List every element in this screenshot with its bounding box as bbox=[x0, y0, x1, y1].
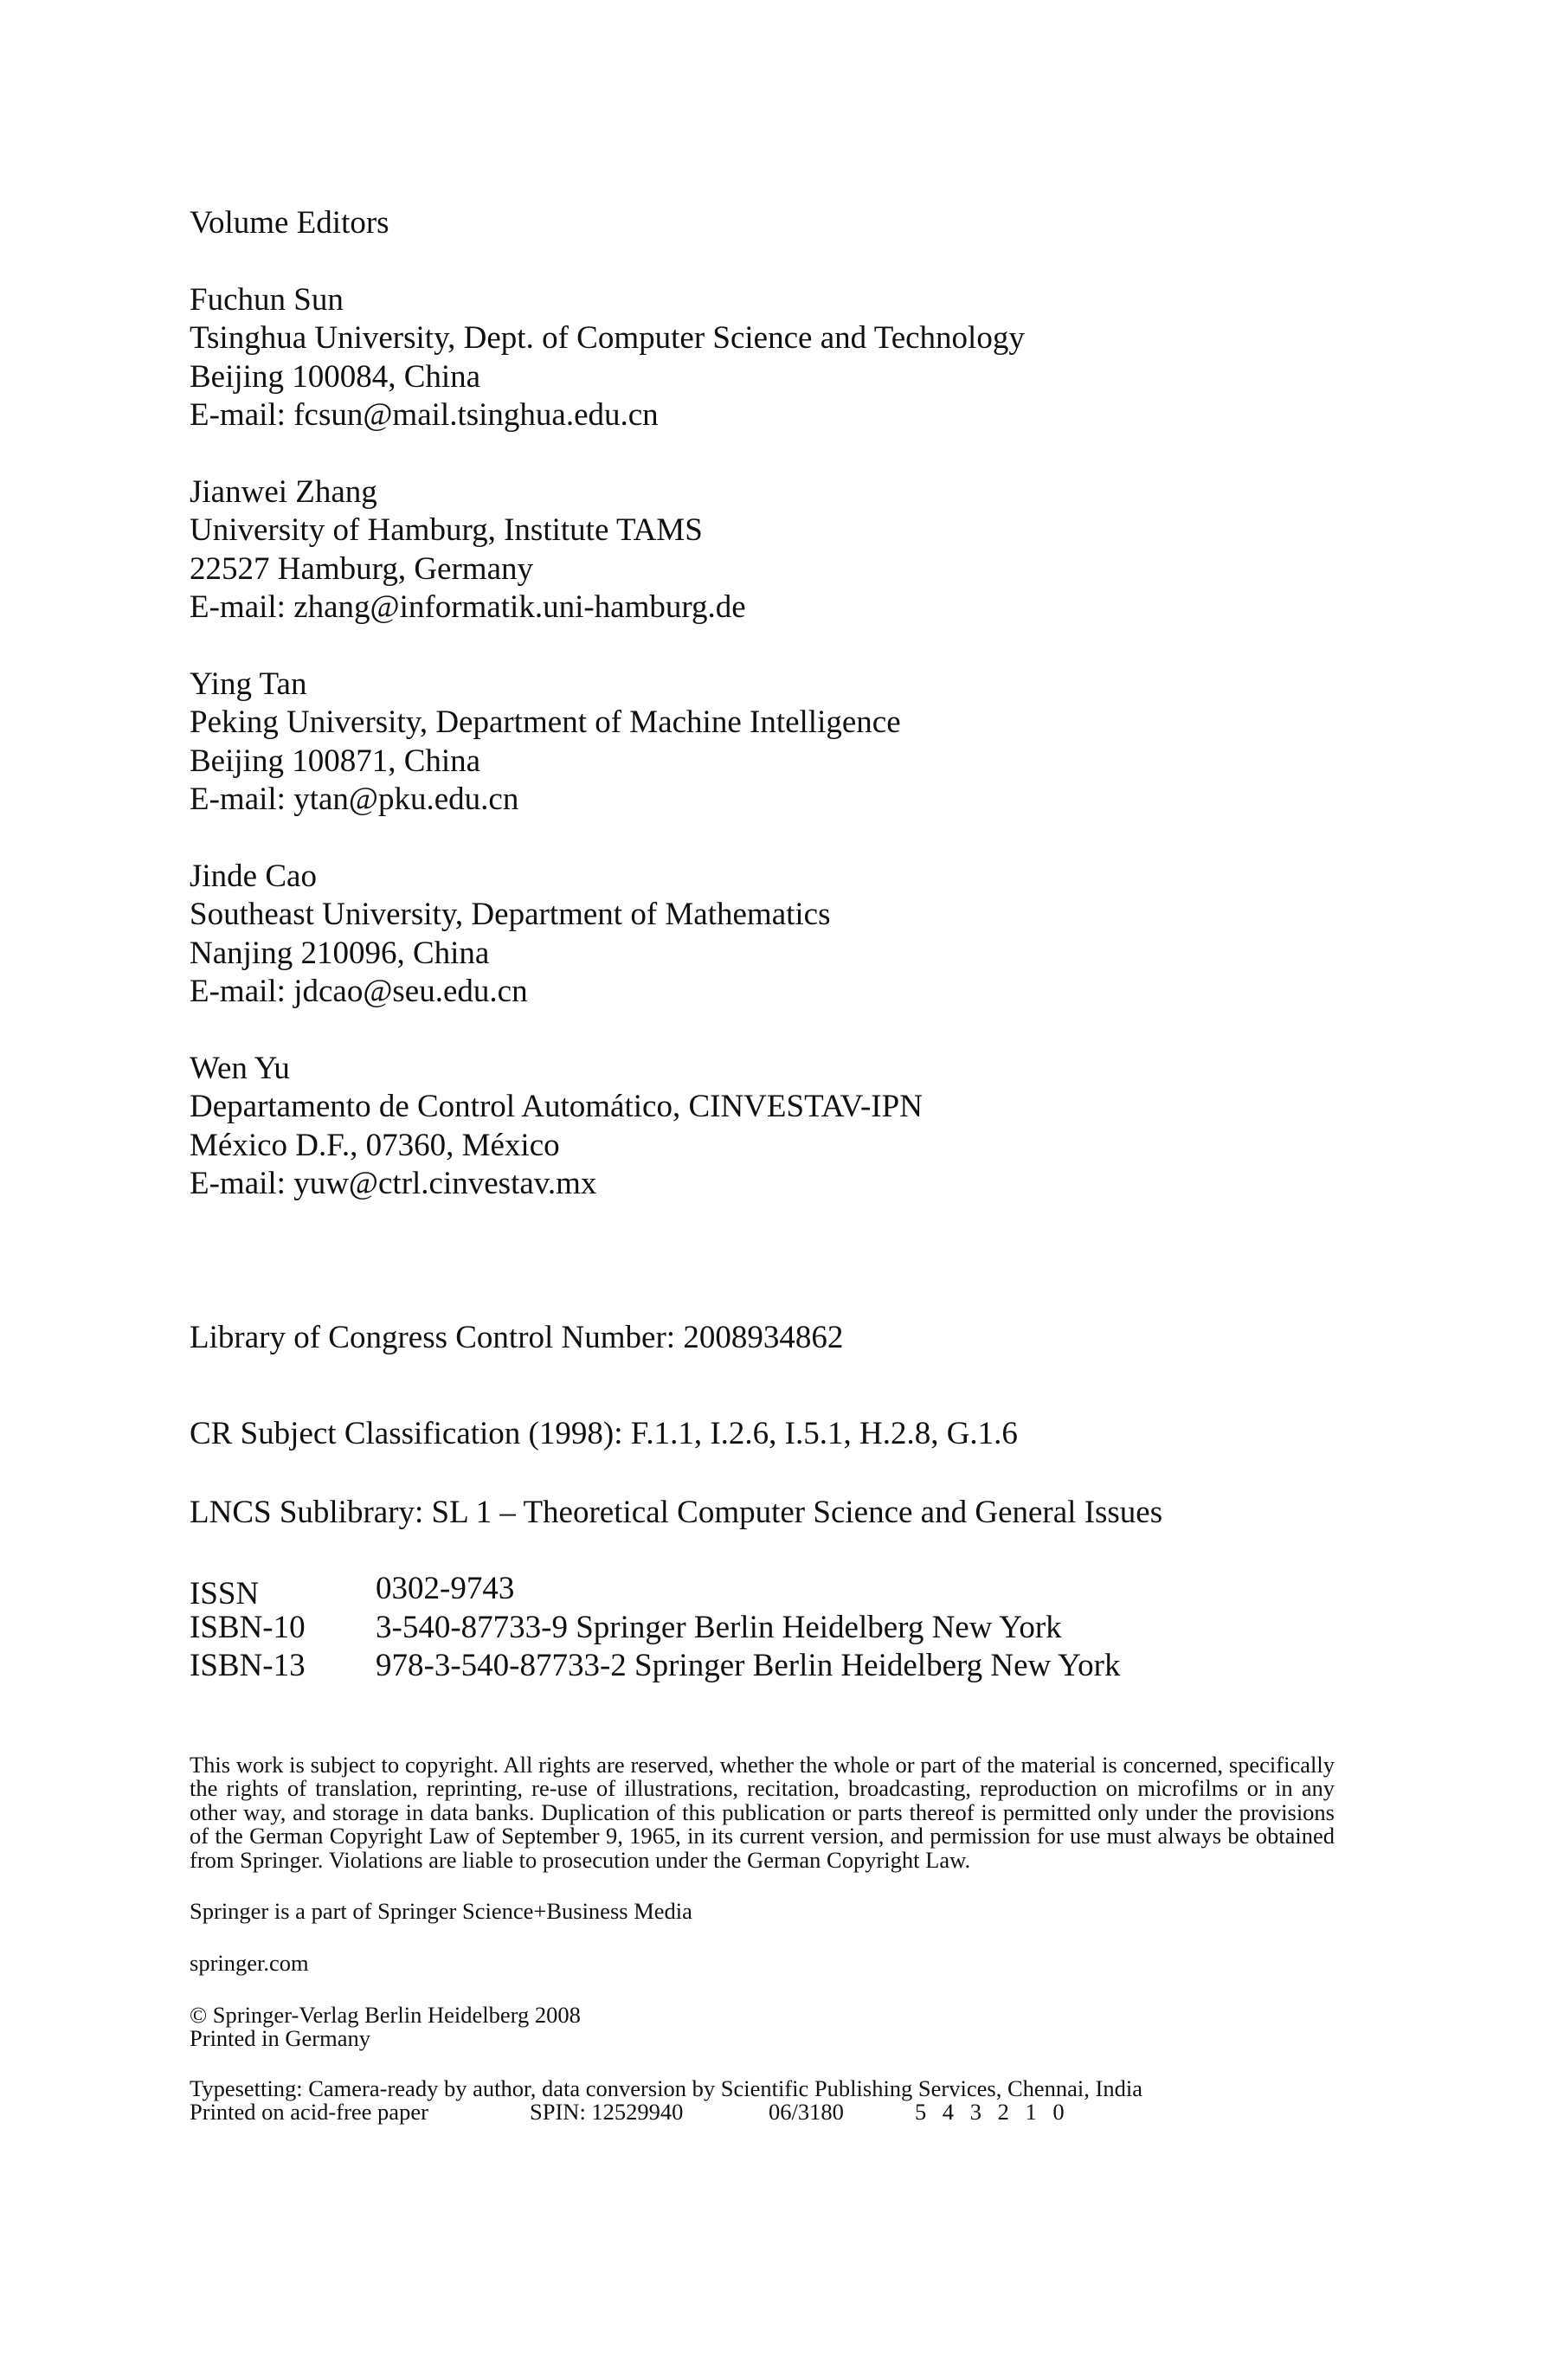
editor-name: Fuchun Sun bbox=[190, 281, 344, 318]
editor-affiliation: Departamento de Control Automático, CINVESTAV-IPN bbox=[190, 1089, 923, 1124]
editor-name: Ying Tan bbox=[190, 666, 307, 702]
identifier-row bbox=[190, 1570, 1367, 1609]
editor-address: Beijing 100871, China bbox=[190, 743, 481, 779]
typesetting: Typesetting: Camera-ready by author, data conversion by Scientific Publishing Services, Chennai, India bbox=[190, 2074, 1142, 2101]
identifier-label: ISBN-10 bbox=[190, 1609, 306, 1645]
editor-email: E-mail: jdcao@seu.edu.cn bbox=[190, 974, 528, 1009]
editor-affiliation: Southeast University, Department of Mathematics bbox=[190, 897, 831, 932]
editor-address: Nanjing 210096, China bbox=[190, 935, 490, 971]
legal-section bbox=[190, 1753, 1335, 2126]
printing-number: 5 4 3 2 1 0 bbox=[915, 2099, 1070, 2126]
identifier-value: 978-3-540-87733-2 Springer Berlin Heidelberg New York bbox=[376, 1648, 1121, 1683]
editor-entry bbox=[190, 473, 1367, 627]
identifier-value: 0302-9743 bbox=[376, 1571, 515, 1606]
print-info bbox=[190, 2100, 1335, 2125]
copyright-line: © Springer-Verlag Berlin Heidelberg 2008 bbox=[190, 2001, 581, 2028]
editor-entry bbox=[190, 666, 1367, 820]
editor-email: E-mail: fcsun@mail.tsinghua.edu.cn bbox=[190, 397, 659, 433]
paper-info: Printed on acid-free paper bbox=[190, 2099, 428, 2126]
editor-address: Beijing 100084, China bbox=[190, 358, 481, 395]
editor-affiliation: Tsinghua University, Dept. of Computer Science and Technology bbox=[190, 320, 1025, 356]
editor-email: E-mail: yuw@ctrl.cinvestav.mx bbox=[190, 1166, 597, 1201]
editor-entry bbox=[190, 1050, 1367, 1204]
editor-name: Jinde Cao bbox=[190, 858, 317, 894]
editor-name: Jianwei Zhang bbox=[190, 473, 377, 510]
editor-email: E-mail: zhang@informatik.uni-hamburg.de bbox=[190, 589, 746, 625]
editor-affiliation: University of Hamburg, Institute TAMS bbox=[190, 512, 703, 548]
editor-address: México D.F., 07360, México bbox=[190, 1127, 560, 1163]
cr-subject-classification: CR Subject Classification (1998): F.1.1, I.2.6, I.5.1, H.2.8, G.1.6 bbox=[190, 1416, 1018, 1451]
print-code: 06/3180 bbox=[769, 2099, 844, 2126]
website: springer.com bbox=[190, 1950, 309, 1977]
editor-name: Wen Yu bbox=[190, 1050, 290, 1086]
printed-in: Printed in Germany bbox=[190, 2025, 371, 2052]
copyright-page bbox=[190, 204, 1367, 2125]
identifier-label: ISBN-13 bbox=[190, 1648, 306, 1683]
editor-address: 22527 Hamburg, Germany bbox=[190, 550, 533, 587]
volume-editors-heading: Volume Editors bbox=[190, 205, 389, 241]
identifier-row bbox=[190, 1647, 1367, 1686]
identifiers bbox=[190, 1570, 1367, 1686]
lncs-sublibrary: LNCS Sublibrary: SL 1 – Theoretical Computer Science and General Issues bbox=[190, 1494, 1163, 1530]
editor-entry bbox=[190, 281, 1367, 435]
identifier-row bbox=[190, 1609, 1367, 1648]
copyright-notice: This work is subject to copyright. All rights are reserved, whether the whole or part of the material is concerned, specifically the rights of translation, reprinting, re-use of illustrations, recitation, broadcasting, reproduction on microfilms or in any other way, and storage in data banks. Duplication of this publication or parts thereof is permitted only under the provisions of the German Copyright Law of September 9, 1965, in its current version, and permission for use must always be obtained from Springer. Violations are liable to prosecution under the German Copyright Law. bbox=[190, 1751, 1335, 1873]
spin-number: SPIN: 12529940 bbox=[530, 2099, 684, 2126]
lccn: Library of Congress Control Number: 2008934862 bbox=[190, 1319, 844, 1355]
identifier-label: ISSN bbox=[190, 1576, 260, 1611]
springer-part-statement: Springer is a part of Springer Science+Business Media bbox=[190, 1898, 692, 1925]
identifier-value: 3-540-87733-9 Springer Berlin Heidelberg New York bbox=[376, 1609, 1062, 1645]
editor-email: E-mail: ytan@pku.edu.cn bbox=[190, 782, 519, 817]
editor-entry bbox=[190, 858, 1367, 1012]
editor-affiliation: Peking University, Department of Machine Intelligence bbox=[190, 704, 901, 740]
